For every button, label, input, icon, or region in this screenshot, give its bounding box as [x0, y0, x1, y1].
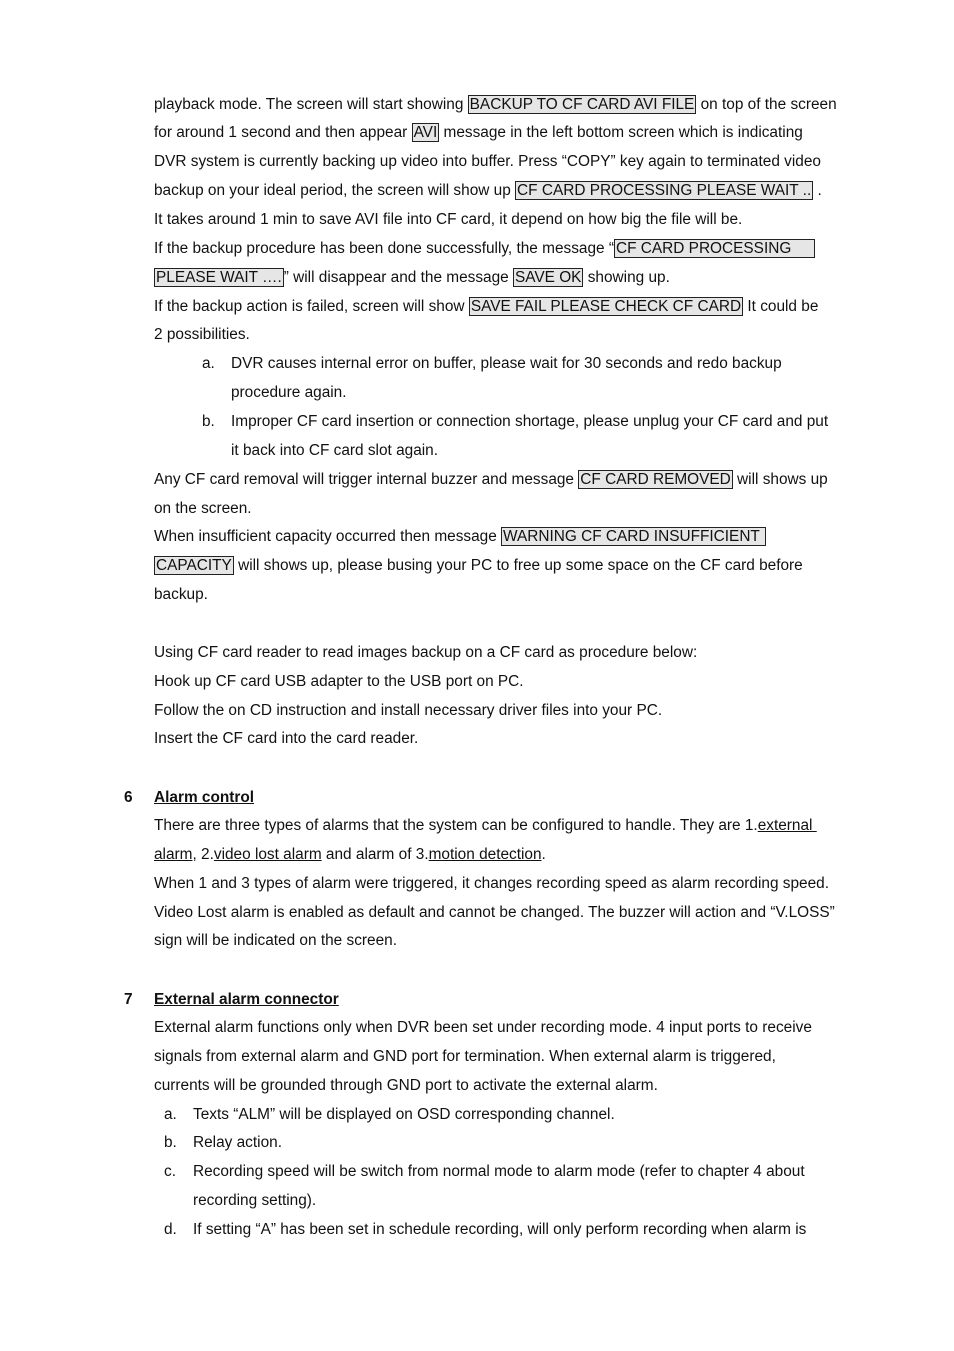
text-line: for around 1 second and then appear AVI message in the left bottom screen which is indicating: [154, 124, 803, 141]
osd-message-box: WARNING CF CARD INSUFFICIENT: [503, 528, 764, 545]
section-number: 6: [124, 789, 133, 806]
text-line: It takes around 1 min to save AVI file into CF card, it depend on how big the file will be.: [154, 211, 743, 228]
underlined-term: alarm: [154, 846, 193, 863]
text-line: Hook up CF card USB adapter to the USB port on PC.: [154, 673, 524, 690]
text-line: alarm, 2.video lost alarm and alarm of 3.motion detection.: [154, 846, 546, 863]
list-marker: d.: [164, 1221, 177, 1238]
text-line: Insert the CF card into the card reader.: [154, 730, 419, 747]
text-line: If the backup procedure has been done successfully, the message “ CF CARD PROCESSING: [154, 240, 813, 257]
list-item: it back into CF card slot again.: [231, 442, 439, 459]
text-line: Follow the on CD instruction and install necessary driver files into your PC.: [154, 702, 663, 719]
list-item: procedure again.: [231, 384, 347, 401]
text-line: currents will be grounded through GND port to activate the external alarm.: [154, 1077, 658, 1094]
osd-message-box: PLEASE WAIT ….: [156, 269, 282, 286]
list-item: Relay action.: [193, 1134, 282, 1151]
osd-message-box: SAVE FAIL PLEASE CHECK CF CARD: [470, 298, 742, 315]
osd-message-box: CF CARD PROCESSING: [616, 240, 813, 257]
osd-message-box: CF CARD REMOVED: [580, 471, 731, 488]
list-item: If setting “A” has been set in schedule recording, will only perform recording when alarm is: [193, 1221, 807, 1238]
list-marker: a.: [202, 355, 215, 372]
osd-message-box: BACKUP TO CF CARD AVI FILE: [469, 96, 695, 113]
list-marker: b.: [202, 413, 215, 430]
section-title: Alarm control: [154, 789, 255, 806]
list-item: Recording speed will be switch from normal mode to alarm mode (refer to chapter 4 about: [193, 1163, 805, 1180]
text-line: sign will be indicated on the screen.: [154, 932, 397, 949]
underlined-term: motion detection: [428, 846, 542, 863]
section-number: 7: [124, 991, 133, 1008]
list-marker: a.: [164, 1106, 177, 1123]
list-marker: c.: [164, 1163, 176, 1180]
list-marker: b.: [164, 1134, 177, 1151]
text-line: Video Lost alarm is enabled as default and cannot be changed. The buzzer will action and “V.LOSS”: [154, 904, 835, 921]
text-line: on the screen.: [154, 500, 252, 517]
list-item: Improper CF card insertion or connection shortage, please unplug your CF card and put: [231, 413, 829, 430]
list-item: Texts “ALM” will be displayed on OSD corresponding channel.: [193, 1106, 615, 1123]
osd-message-box: AVI: [413, 124, 438, 141]
text-line: PLEASE WAIT …. ” will disappear and the message SAVE OK showing up.: [156, 269, 670, 286]
osd-message-box: SAVE OK: [515, 269, 582, 286]
list-item: recording setting).: [193, 1192, 317, 1209]
text-line: backup.: [154, 586, 208, 603]
text-line: When insufficient capacity occurred then message WARNING CF CARD INSUFFICIENT: [154, 528, 764, 545]
text-line: playback mode. The screen will start showing BACKUP TO CF CARD AVI FILE on top of the screen: [154, 96, 837, 113]
section-title: External alarm connector: [154, 991, 339, 1008]
underlined-term: external: [757, 817, 817, 834]
underlined-term: video lost alarm: [213, 846, 322, 863]
text-line: Using CF card reader to read images backup on a CF card as procedure below:: [154, 644, 698, 661]
text-line: signals from external alarm and GND port for termination. When external alarm is triggered,: [154, 1048, 776, 1065]
text-line: When 1 and 3 types of alarm were triggered, it changes recording speed as alarm recording speed.: [154, 875, 829, 892]
osd-message-box: CAPACITY: [156, 557, 232, 574]
text-line: There are three types of alarms that the system can be configured to handle. They are 1.external: [154, 817, 817, 834]
text-line: backup on your ideal period, the screen will show up CF CARD PROCESSING PLEASE WAIT .. .: [154, 182, 822, 199]
osd-message-box: CF CARD PROCESSING PLEASE WAIT ..: [517, 182, 812, 199]
text-line: If the backup action is failed, screen will show SAVE FAIL PLEASE CHECK CF CARD It could be: [154, 298, 819, 315]
text-line: DVR system is currently backing up video into buffer. Press “COPY” key again to terminated video: [154, 153, 821, 170]
text-line: 2 possibilities.: [154, 326, 250, 343]
text-line: CAPACITY will shows up, please busing your PC to free up some space on the CF card before: [156, 557, 803, 574]
text-line: External alarm functions only when DVR been set under recording mode. 4 input ports to receive: [154, 1019, 812, 1036]
list-item: DVR causes internal error on buffer, please wait for 30 seconds and redo backup: [231, 355, 782, 372]
text-line: Any CF card removal will trigger internal buzzer and message CF CARD REMOVED will shows up: [154, 471, 828, 488]
